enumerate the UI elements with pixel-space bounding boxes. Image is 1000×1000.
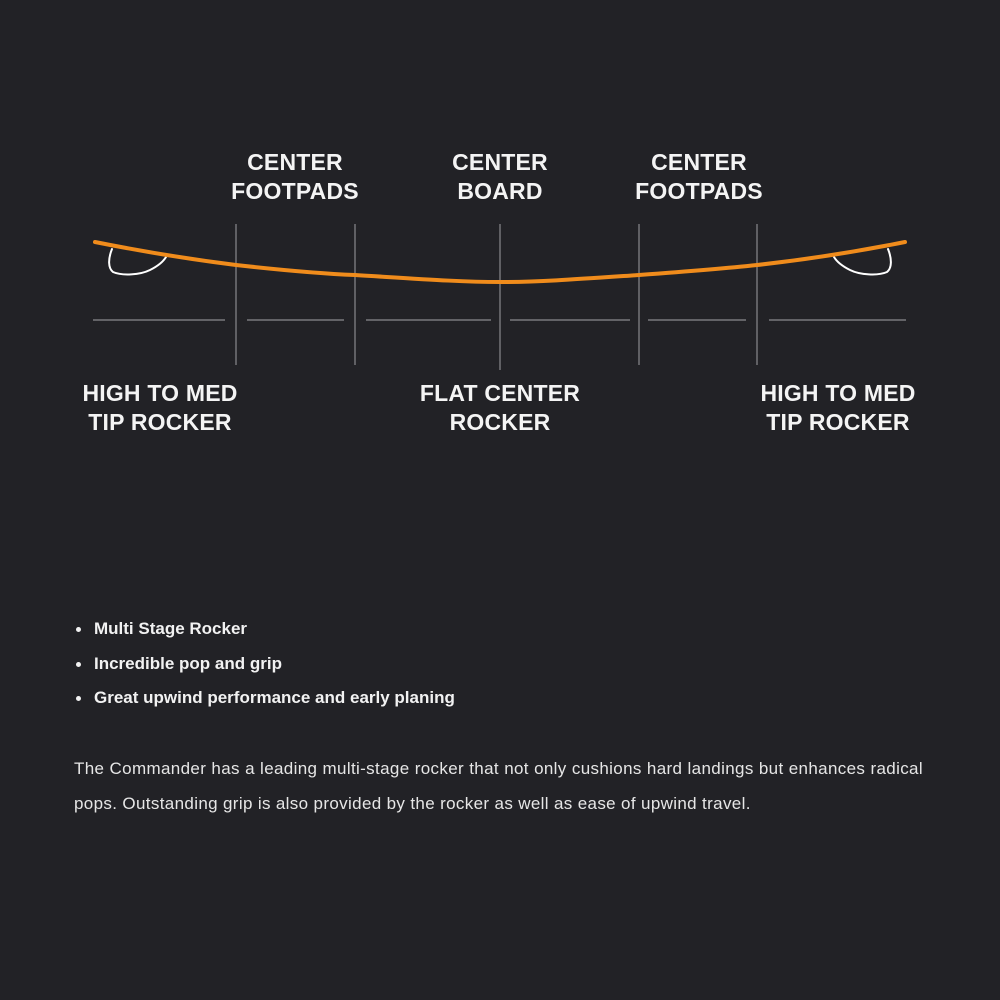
label-line: CENTER [452, 149, 548, 175]
feature-item [76, 647, 455, 682]
label-line: FLAT CENTER [419, 380, 581, 406]
feature-text: Incredible pop and grip [94, 653, 282, 673]
label-line: FOOTPADS [231, 178, 359, 204]
rocker-diagram [0, 0, 1000, 460]
label-line: CENTER [651, 149, 747, 175]
bottom-label-right-tip-rocker [738, 379, 938, 437]
bullet-icon [76, 627, 81, 632]
feature-item [76, 612, 455, 647]
feature-text: Great upwind performance and early planing [94, 688, 455, 707]
feature-text: Multi Stage Rocker [94, 619, 248, 638]
top-label-center-board [425, 148, 575, 206]
feature-item [76, 681, 455, 716]
label-line: FOOTPADS [635, 178, 763, 204]
bottom-label-left-tip-rocker [60, 379, 260, 437]
bottom-label-flat-center-rocker [400, 379, 600, 437]
top-label-left-footpads [220, 148, 370, 206]
label-line: BOARD [457, 178, 543, 204]
label-line: CENTER [247, 149, 343, 175]
feature-list [76, 612, 455, 716]
bullet-icon [76, 696, 81, 701]
label-line: ROCKER [449, 409, 551, 435]
label-line: TIP ROCKER [88, 409, 232, 435]
label-line: TIP ROCKER [766, 409, 910, 435]
description-paragraph: The Commander has a leading multi-stage rocker that not only cushions hard landings but enhances radical pops. Outstanding grip is also provided by the rocker as well as ease of upwind travel. [74, 759, 923, 813]
label-line: HIGH TO MED [760, 380, 916, 406]
top-label-right-footpads [624, 148, 774, 206]
label-line: HIGH TO MED [82, 380, 238, 406]
bullet-icon [76, 662, 81, 667]
